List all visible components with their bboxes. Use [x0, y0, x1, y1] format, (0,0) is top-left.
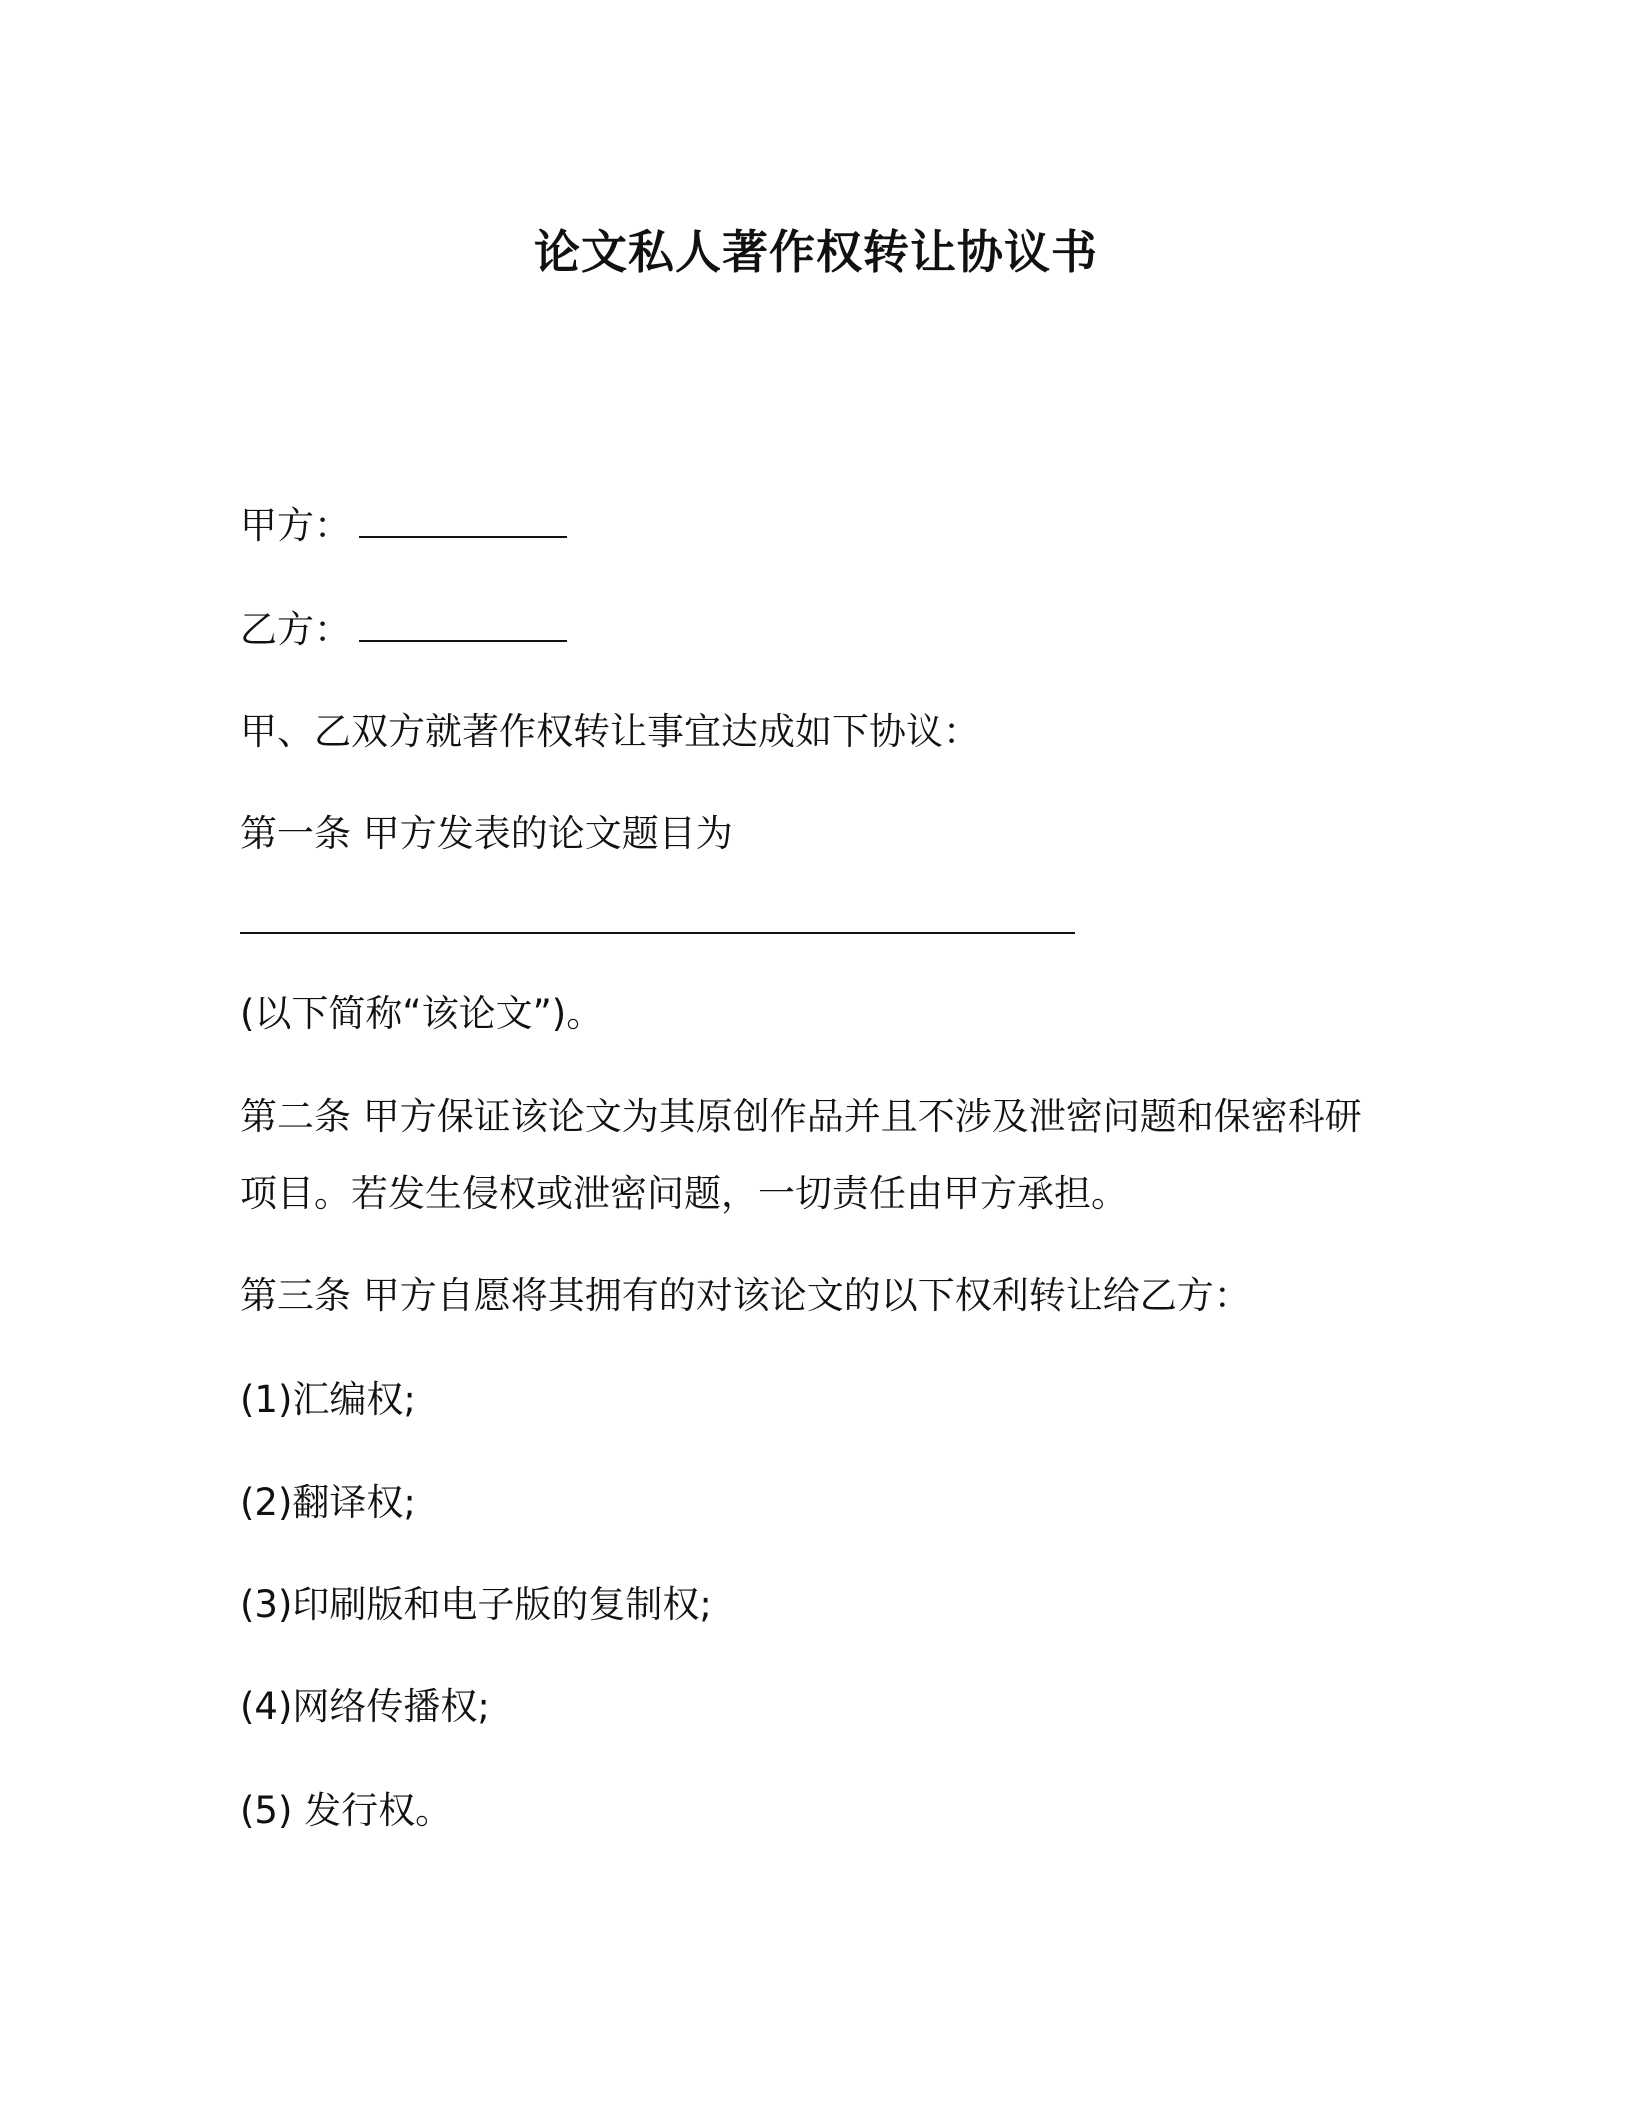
right-item-4: (4)网络传播权; — [240, 1685, 490, 1728]
article-3-paragraph: 第三条 甲方自愿将其拥有的对该论文的以下权利转让给乙方： — [240, 1274, 1251, 1317]
party-a-line — [240, 502, 567, 550]
right-item-3: (3)印刷版和电子版的复制权; — [240, 1583, 712, 1626]
party-a-blank — [359, 536, 567, 538]
party-b-label: 乙方： — [240, 608, 351, 651]
article-1-line-2: (以下简称“该论文”)。 — [240, 992, 604, 1035]
right-item-1: (1)汇编权; — [240, 1378, 416, 1421]
party-a-label: 甲方： — [240, 504, 351, 547]
document-title: 论文私人著作权转让协议书 — [534, 225, 1098, 279]
right-item-5: (5) 发行权。 — [240, 1789, 453, 1832]
party-b-blank — [359, 640, 567, 642]
article-1-line-1: 第一条 甲方发表的论文题目为 — [240, 812, 733, 855]
intro-paragraph: 甲、乙双方就著作权转让事宜达成如下协议： — [240, 710, 980, 753]
right-item-2: (2)翻译权; — [240, 1481, 416, 1524]
article-1-title-blank — [240, 932, 1075, 934]
party-b-line — [240, 606, 567, 654]
article-2-paragraph: 第二条 甲方保证该论文为其原创作品并且不涉及泄密问题和保密科研项目。若发生侵权或泄密问题，一切责任由甲方承担。 — [240, 1095, 1362, 1215]
